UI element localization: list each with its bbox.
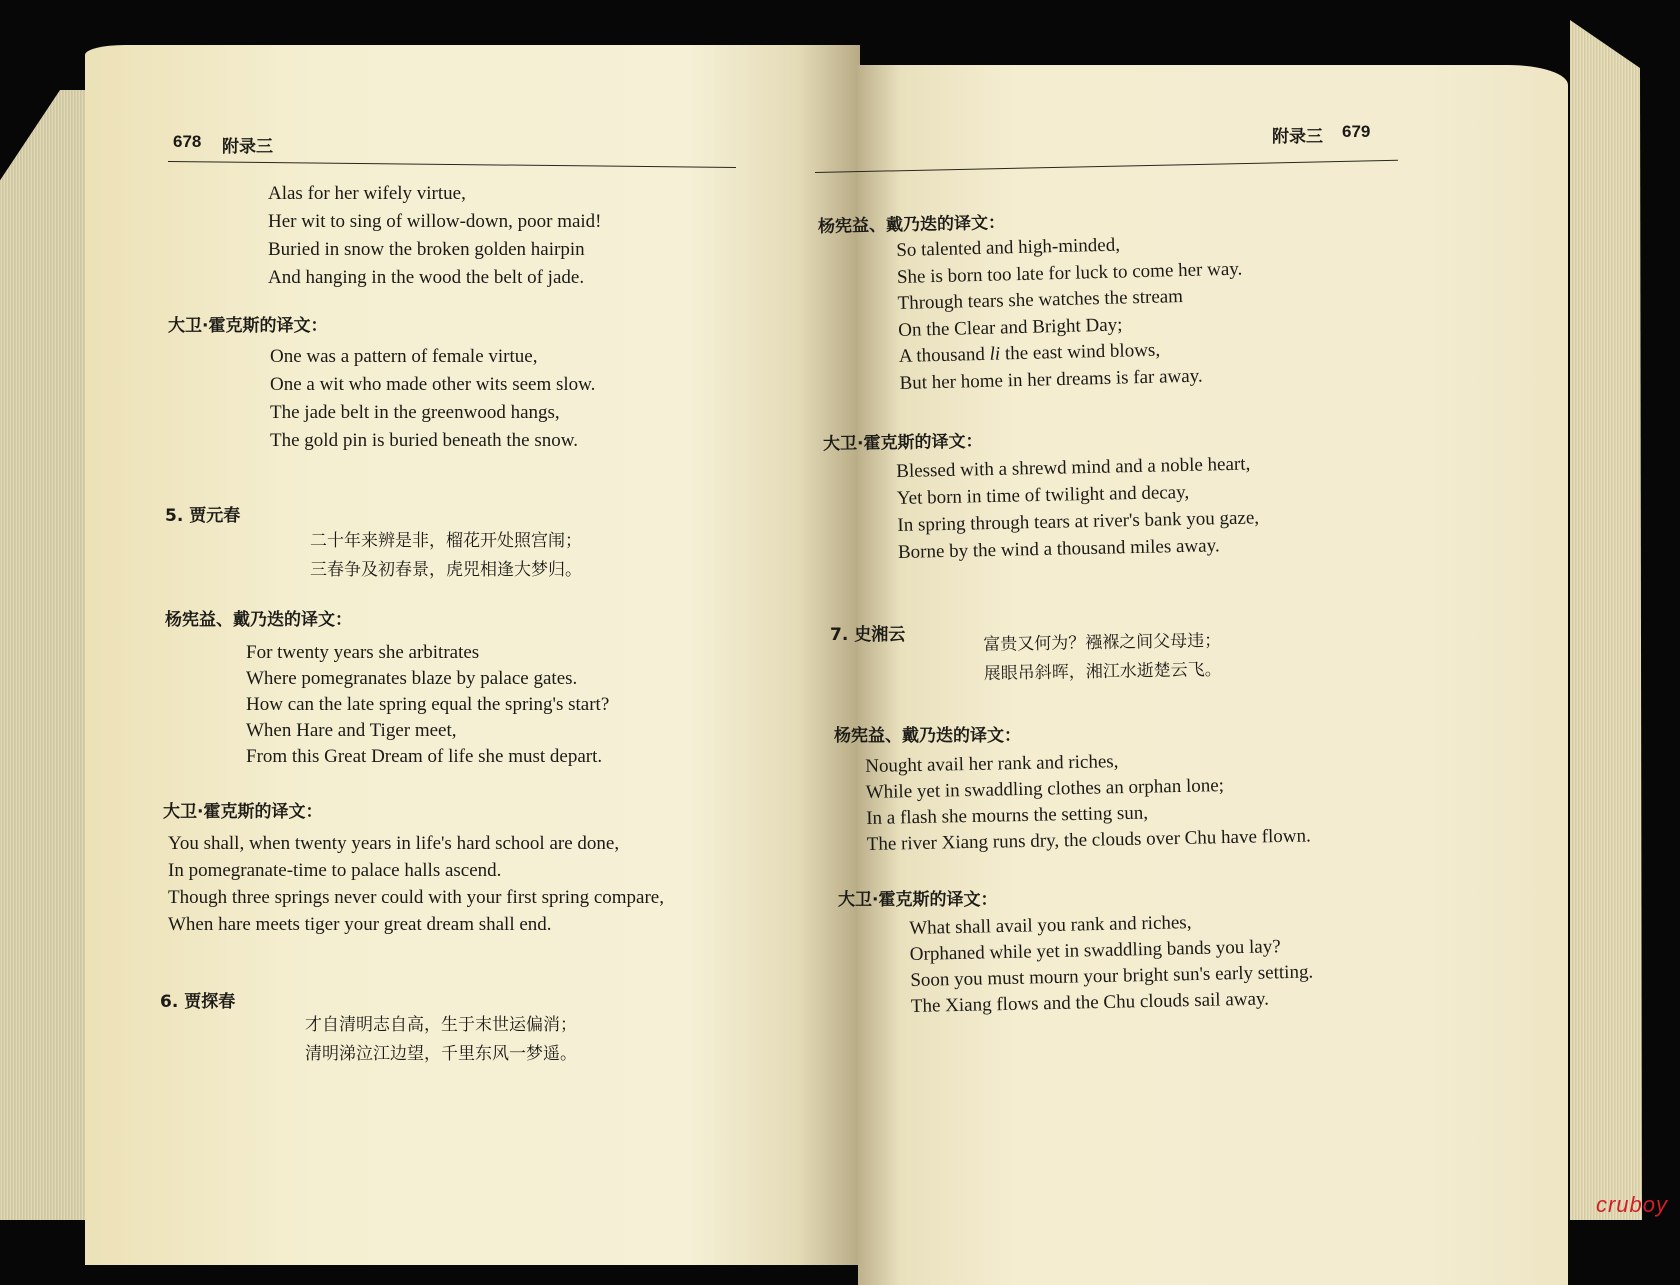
- poem-line: When Hare and Tiger meet,: [246, 720, 457, 741]
- poem-line: Yet born in time of twilight and decay,: [896, 481, 1190, 509]
- left-block2: [270, 343, 595, 455]
- poem-line: 富贵又何为？襁褓之间父母违；: [983, 630, 1222, 655]
- poem-line: What shall avail you rank and riches,: [909, 912, 1192, 939]
- poem-line: In pomegranate-time to palace halls ascend.: [168, 860, 502, 881]
- poem-line: The Xiang flows and the Chu clouds sail away.: [910, 988, 1270, 1017]
- poem-line: Blessed with a shrewd mind and a noble heart,: [896, 453, 1251, 482]
- poem-line: In a flash she mourns the setting sun,: [866, 802, 1149, 829]
- poem-line: 展眼吊斜晖，湘江水逝楚云飞。: [983, 659, 1222, 684]
- yang-label-6: 杨宪益、戴乃迭的译文：: [817, 213, 1006, 237]
- poem-line: 三春争及初春景，虎兕相逢大梦归。: [310, 560, 582, 580]
- poem-line: Where pomegranates blaze by palace gates.: [246, 668, 578, 689]
- section-5-chinese-poem: [310, 527, 582, 585]
- poem-line: Her wit to sing of willow-down, poor maid!: [268, 211, 602, 232]
- left-block1: [268, 180, 602, 292]
- poem-line: From this Great Dream of life she must depart.: [246, 746, 603, 767]
- right-running-header: 附录三: [1272, 127, 1323, 146]
- yang-label-5: 杨宪益、戴乃迭的译文：: [165, 610, 352, 630]
- hawkes-label-6: 大卫·霍克斯的译文：: [822, 431, 983, 455]
- poem-line: Orphaned while yet in swaddling bands you lay?: [909, 936, 1281, 965]
- poem-line: The jade belt in the greenwood hangs,: [270, 402, 560, 423]
- poem-line: 才自清明志自高，生于末世运偏消；: [305, 1015, 577, 1035]
- section-5-title: 5. 贾元春: [165, 506, 241, 526]
- poem-line: Though three springs never could with your first spring compare,: [168, 887, 664, 908]
- poem-line: So talented and high-minded,: [896, 234, 1121, 261]
- poem-line: Buried in snow the broken golden hairpin: [268, 239, 585, 260]
- poem-line: On the Clear and Bright Day;: [897, 313, 1123, 341]
- hawkes-label-4: 大卫·霍克斯的译文：: [168, 316, 328, 336]
- poem-line: While yet in swaddling clothes an orphan lone;: [865, 775, 1225, 803]
- hawkes-translation-5: [168, 830, 664, 938]
- hawkes-translation-6: [896, 450, 1260, 566]
- yang-translation-5: [246, 640, 609, 770]
- right-page-edges: [1570, 20, 1670, 1220]
- poem-line: She is born too late for luck to come her way.: [896, 258, 1243, 288]
- poem-line: The gold pin is buried beneath the snow.: [270, 430, 578, 451]
- poem-line: 清明涕泣江边望，千里东风一梦遥。: [305, 1044, 577, 1064]
- poem-line: Through tears she watches the stream: [897, 286, 1184, 314]
- poem-line: One was a pattern of female virtue,: [270, 346, 538, 367]
- hawkes-label-7: 大卫·霍克斯的译文：: [838, 890, 998, 910]
- poem-line: Nought avail her rank and riches,: [865, 751, 1119, 777]
- poem-line: When hare meets tiger your great dream shall end.: [168, 914, 552, 935]
- hawkes-translation-7: [909, 908, 1314, 1020]
- section-6-title: 6. 贾探春: [160, 992, 236, 1012]
- poem-line: In spring through tears at river's bank you gaze,: [897, 507, 1260, 536]
- section-6-chinese-poem: [305, 1011, 577, 1069]
- left-running-header: 附录三: [222, 137, 273, 156]
- poem-line: You shall, when twenty years in life's hard school are done,: [168, 833, 620, 854]
- poem-line: How can the late spring equal the spring's start?: [246, 694, 610, 715]
- poem-line: One a wit who made other wits seem slow.: [270, 374, 596, 395]
- poem-line: Borne by the wind a thousand miles away.: [897, 535, 1220, 563]
- poem-line: But her home in her dreams is far away.: [899, 365, 1203, 394]
- right-page-number: 679: [1342, 122, 1371, 141]
- li-unit: li: [989, 343, 1001, 365]
- poem-line: Alas for her wifely virtue,: [268, 183, 466, 204]
- section-7-chinese-poem: [983, 627, 1222, 689]
- poem-line: And hanging in the wood the belt of jade.: [268, 267, 585, 288]
- yang-translation-6: [896, 230, 1245, 397]
- yang-translation-7: [865, 745, 1311, 858]
- poem-line: Soon you must mourn your bright sun's early setting.: [910, 961, 1314, 991]
- yang-label-7: 杨宪益、戴乃迭的译文：: [834, 726, 1021, 746]
- poem-line: 二十年来辨是非，榴花开处照宫闱；: [310, 531, 582, 551]
- left-page-number: 678: [173, 132, 202, 151]
- hawkes-label-5: 大卫·霍克斯的译文：: [163, 802, 323, 822]
- watermark-logo: cruboy: [1595, 1192, 1668, 1217]
- poem-line: For twenty years she arbitrates: [246, 642, 480, 663]
- poem-line: A thousand li the east wind blows,: [898, 339, 1161, 367]
- poem-line: The river Xiang runs dry, the clouds over Chu have flown.: [866, 825, 1311, 855]
- section-7-title: 7. 史湘云: [830, 625, 906, 645]
